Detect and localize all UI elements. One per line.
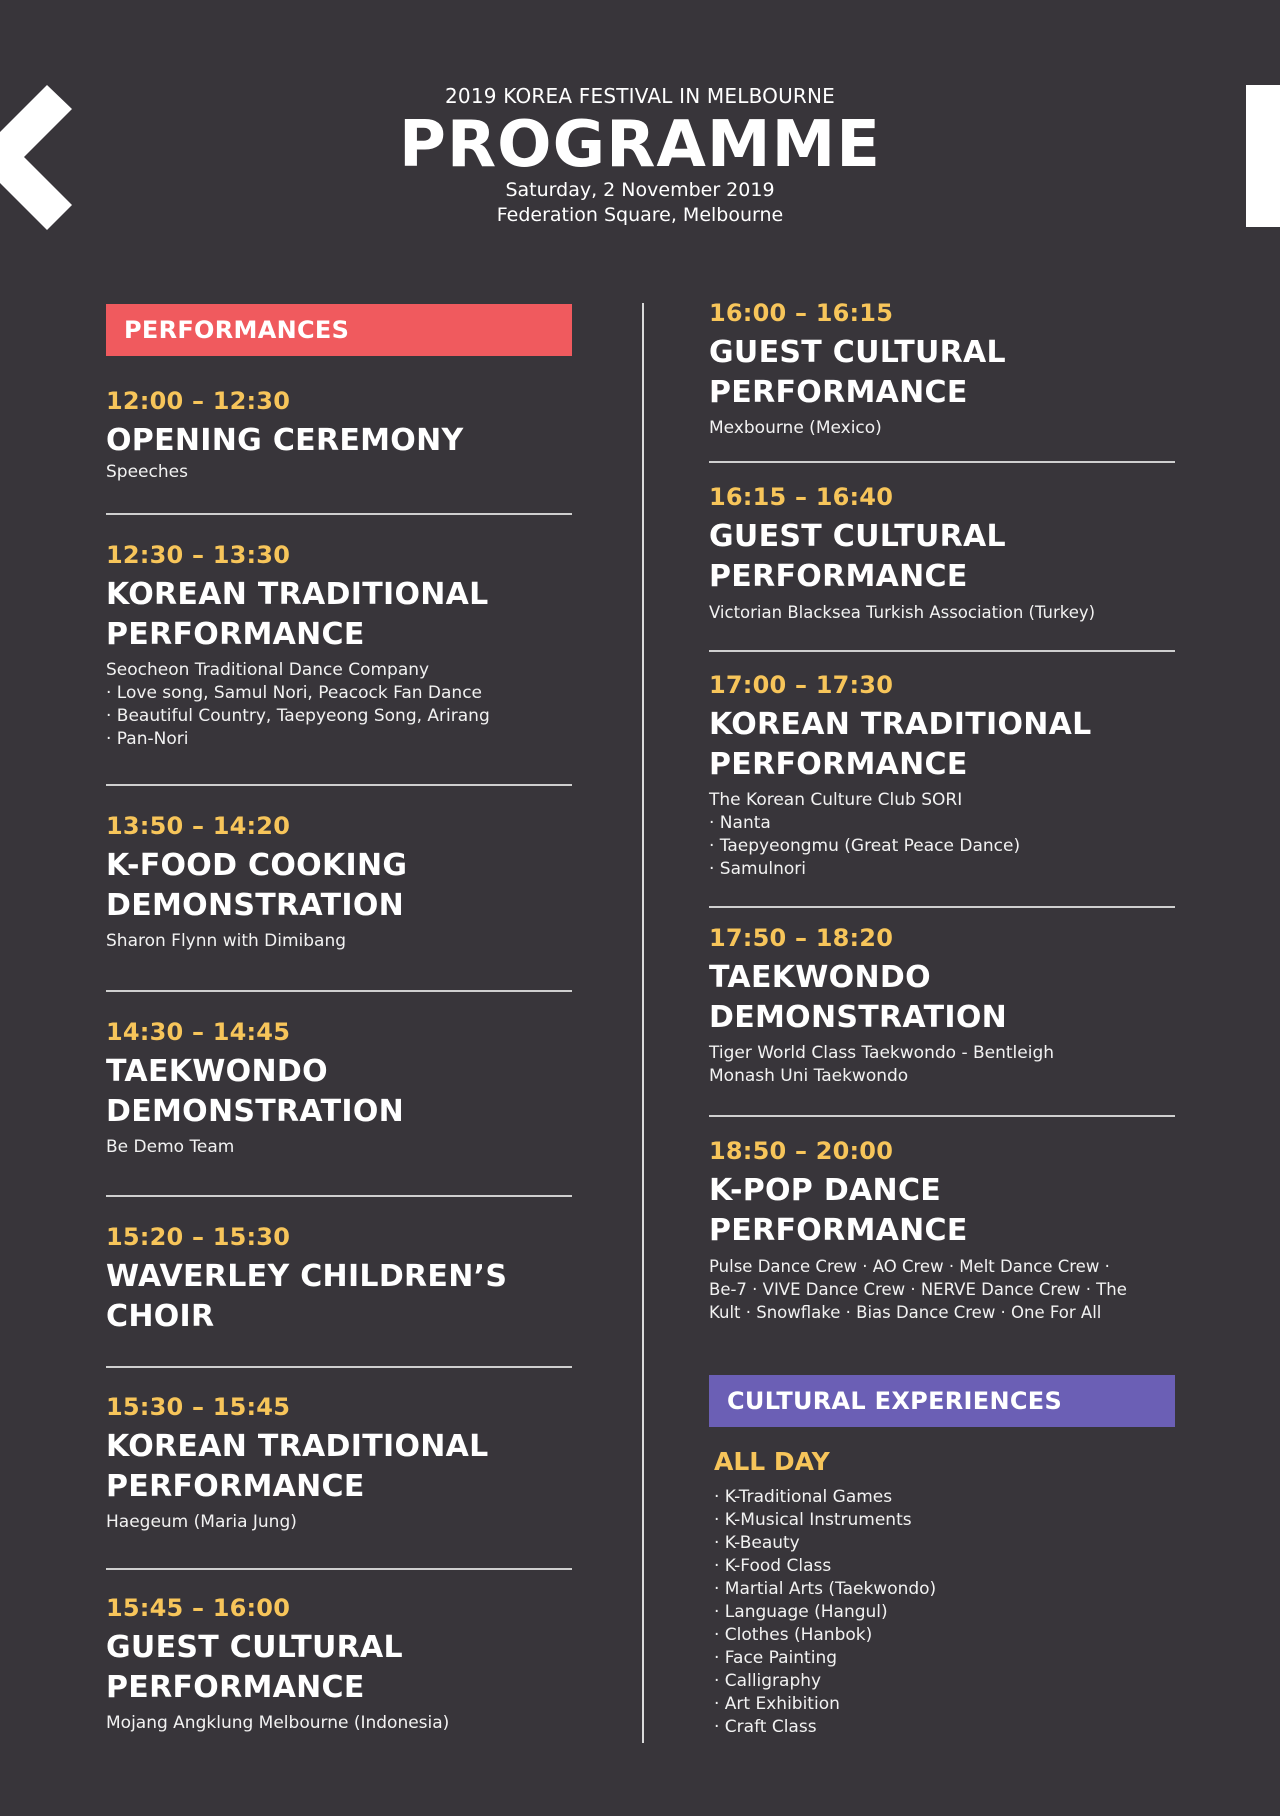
item-detail: Mexbourne (Mexico) [709, 418, 882, 438]
schedule-item [106, 1217, 576, 1337]
item-divider [709, 461, 1175, 463]
item-detail: Speeches [106, 462, 188, 482]
item-title: PERFORMANCE [106, 1469, 365, 1504]
item-title: DEMONSTRATION [709, 1000, 1008, 1035]
item-detail: Be-7 · VIVE Dance Crew · NERVE Dance Crew · The [709, 1280, 1127, 1299]
list-item: · Clothes (Hanbok) [714, 1625, 873, 1645]
festival-name: 2019 KOREA FESTIVAL IN MELBOURNE [444, 84, 836, 108]
item-time: 17:00 – 17:30 [709, 671, 894, 699]
item-detail: · Samulnori [709, 859, 806, 879]
item-detail: Kult · Snowflake · Bias Dance Crew · One For All [709, 1303, 1102, 1322]
performances-heading-label: PERFORMANCES [124, 316, 350, 344]
item-title: TAEKWONDO [106, 1054, 328, 1089]
item-detail: Sharon Flynn with Dimibang [106, 931, 347, 951]
schedule-item [106, 1012, 576, 1159]
item-divider [106, 513, 572, 515]
item-divider [106, 990, 572, 992]
item-title: OPENING CEREMONY [106, 423, 464, 458]
item-time: 12:30 – 13:30 [106, 541, 291, 569]
item-detail: Pulse Dance Crew · AO Crew · Melt Dance Crew · [709, 1257, 1110, 1276]
item-time: 16:15 – 16:40 [709, 483, 894, 511]
item-detail: Haegeum (Maria Jung) [106, 1512, 297, 1532]
item-title: GUEST CULTURAL [709, 335, 1006, 370]
list-item: · Language (Hangul) [714, 1602, 888, 1622]
schedule-item [709, 293, 1179, 440]
item-time: 15:30 – 15:45 [106, 1393, 291, 1421]
item-divider [106, 784, 572, 786]
item-title: PERFORMANCE [106, 1670, 365, 1705]
schedule-item [709, 918, 1179, 1088]
event-date: Saturday, 2 November 2019 [505, 179, 775, 201]
item-time: 13:50 – 14:20 [106, 812, 291, 840]
item-detail: · Love song, Samul Nori, Peacock Fan Dance [106, 683, 483, 703]
item-title: KOREAN TRADITIONAL [106, 577, 489, 612]
performances-heading [106, 304, 572, 356]
list-item: · Craft Class [714, 1717, 817, 1737]
list-item: · K-Traditional Games [714, 1487, 893, 1507]
schedule-item [106, 1588, 576, 1735]
item-detail: Tiger World Class Taekwondo - Bentleigh [709, 1043, 1055, 1063]
item-title: K-FOOD COOKING [106, 848, 408, 883]
column-divider [642, 303, 644, 1743]
cultural-experiences-list [714, 1486, 936, 1739]
schedule-item [709, 477, 1189, 624]
item-title: K-POP DANCE [709, 1173, 942, 1208]
item-divider [106, 1195, 572, 1197]
item-detail: Monash Uni Taekwondo [709, 1066, 909, 1086]
item-time: 16:00 – 16:15 [709, 299, 894, 327]
item-detail: · Beautiful Country, Taepyeong Song, Arirang [106, 706, 490, 726]
schedule-item [106, 1387, 576, 1534]
item-detail: · Nanta [709, 813, 771, 833]
all-day-label: ALL DAY [714, 1447, 830, 1476]
item-title: TAEKWONDO [709, 960, 931, 995]
item-detail: · Taepyeongmu (Great Peace Dance) [709, 836, 1021, 856]
item-time: 14:30 – 14:45 [106, 1018, 291, 1046]
item-detail: Be Demo Team [106, 1137, 235, 1157]
item-title: DEMONSTRATION [106, 1094, 405, 1129]
item-divider [709, 650, 1175, 652]
item-divider [709, 906, 1175, 908]
item-title: PERFORMANCE [106, 617, 365, 652]
list-item: · K-Beauty [714, 1533, 800, 1553]
item-detail: Seocheon Traditional Dance Company [106, 660, 430, 680]
list-item: · Art Exhibition [714, 1694, 840, 1714]
list-item: · K-Musical Instruments [714, 1510, 912, 1530]
item-title: KOREAN TRADITIONAL [709, 707, 1092, 742]
item-time: 15:45 – 16:00 [106, 1594, 291, 1622]
list-item: · Face Painting [714, 1648, 838, 1668]
item-title: KOREAN TRADITIONAL [106, 1429, 489, 1464]
item-title: PERFORMANCE [709, 747, 968, 782]
item-title: DEMONSTRATION [106, 888, 405, 923]
item-title: WAVERLEY CHILDREN’S [106, 1259, 508, 1294]
item-time: 17:50 – 18:20 [709, 924, 894, 952]
item-title: GUEST CULTURAL [709, 519, 1006, 554]
item-time: 15:20 – 15:30 [106, 1223, 291, 1251]
item-title: PERFORMANCE [709, 375, 968, 410]
item-divider [709, 1115, 1175, 1117]
item-divider [106, 1366, 572, 1368]
item-detail: Victorian Blacksea Turkish Association (Turkey) [709, 603, 1096, 622]
schedule-item [709, 665, 1179, 881]
list-item: · Calligraphy [714, 1671, 822, 1691]
item-detail: The Korean Culture Club SORI [709, 790, 963, 810]
list-item: · Martial Arts (Taekwondo) [714, 1579, 937, 1599]
page-title: PROGRAMME [398, 108, 882, 182]
cultural-experiences-heading-label: CULTURAL EXPERIENCES [727, 1387, 1063, 1415]
item-divider [106, 1568, 572, 1570]
item-title: GUEST CULTURAL [106, 1630, 403, 1665]
item-title: PERFORMANCE [709, 559, 968, 594]
item-title: CHOIR [106, 1299, 215, 1334]
schedule-item [106, 806, 576, 953]
schedule-item [709, 1131, 1189, 1324]
event-venue: Federation Square, Melbourne [496, 204, 784, 226]
item-detail: Mojang Angklung Melbourne (Indonesia) [106, 1713, 450, 1733]
schedule-item [106, 535, 576, 751]
list-item: · K-Food Class [714, 1556, 832, 1576]
schedule-item [106, 381, 576, 484]
item-time: 18:50 – 20:00 [709, 1137, 894, 1165]
cultural-experiences-heading [709, 1375, 1175, 1427]
item-detail: · Pan-Nori [106, 729, 189, 749]
item-time: 12:00 – 12:30 [106, 387, 291, 415]
item-title: PERFORMANCE [709, 1213, 968, 1248]
